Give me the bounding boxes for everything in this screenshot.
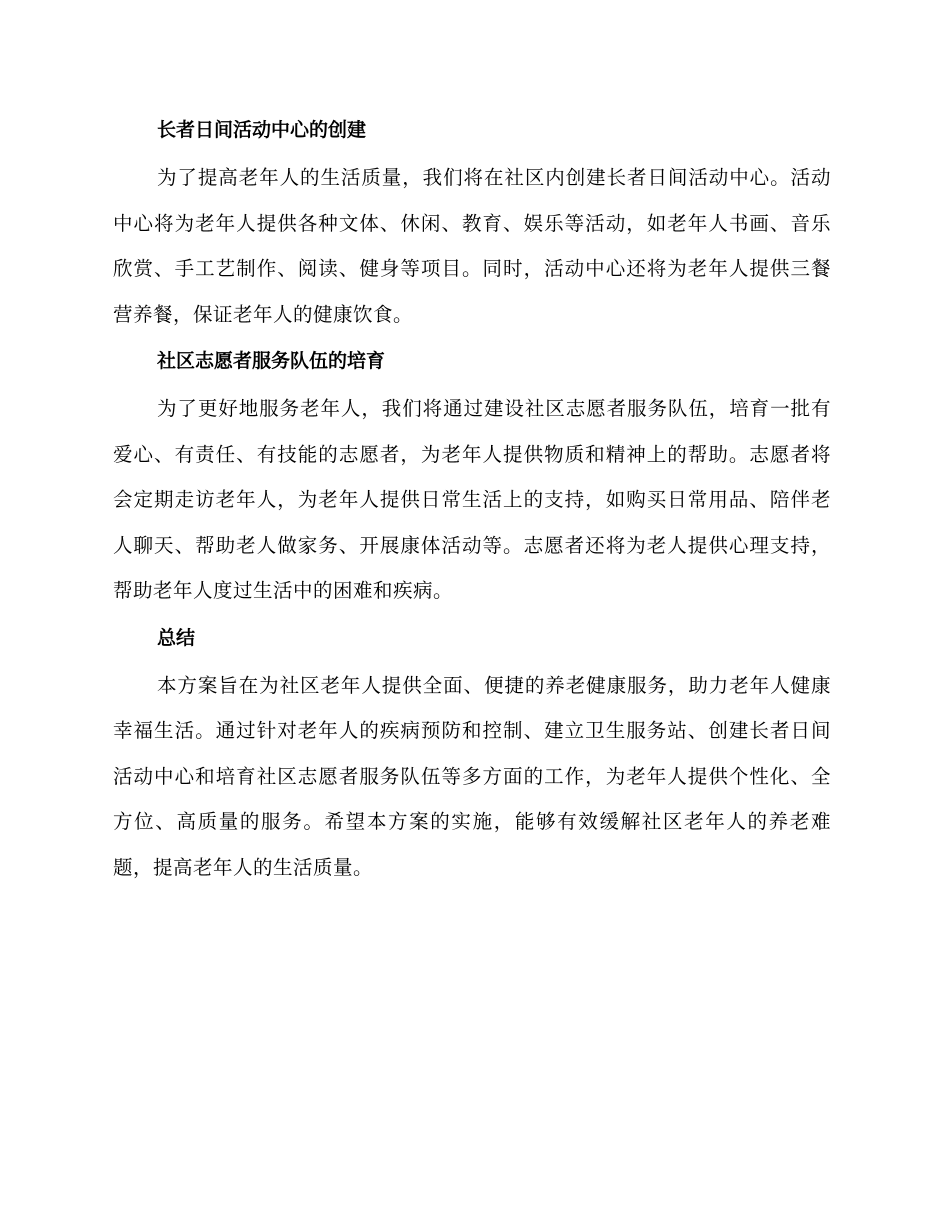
section-paragraph-volunteer-team: 为了更好地服务老年人，我们将通过建设社区志愿者服务队伍，培育一批有爱心、有责任、有技能的志愿者，为老年人提供物质和精神上的帮助。志愿者将会定期走访老年人，为老年人提供日常生活上的支持，如购买日常用品、陪伴老人聊天、帮助老人做家务、开展康体活动等。志愿者还将为老人提供心理支持，帮助老年人度过生活中的困难和疾病。 — [113, 397, 831, 602]
section-heading-summary: 总结 — [157, 626, 196, 649]
section-paragraph-activity-center: 为了提高老年人的生活质量，我们将在社区内创建长者日间活动中心。活动中心将为老年人提供各种文体、休闲、教育、娱乐等活动，如老年人书画、音乐欣赏、手工艺制作、阅读、健身等项目。同时，活动中心还将为老年人提供三餐营养餐，保证老年人的健康饮食。 — [113, 166, 831, 326]
document-page — [113, 108, 831, 892]
section-heading-volunteer-team: 社区志愿者服务队伍的培育 — [157, 350, 386, 372]
section-heading-activity-center: 长者日间活动中心的创建 — [157, 119, 367, 141]
section-paragraph-summary: 本方案旨在为社区老年人提供全面、便捷的养老健康服务，助力老年人健康幸福生活。通过针对老年人的疾病预防和控制、建立卫生服务站、创建长者日间活动中心和培育社区志愿者服务队伍等多方面的工作，为老年人提供个性化、全方位、高质量的服务。希望本方案的实施，能够有效缓解社区老年人的养老难题，提高老年人的生活质量。 — [113, 673, 831, 879]
